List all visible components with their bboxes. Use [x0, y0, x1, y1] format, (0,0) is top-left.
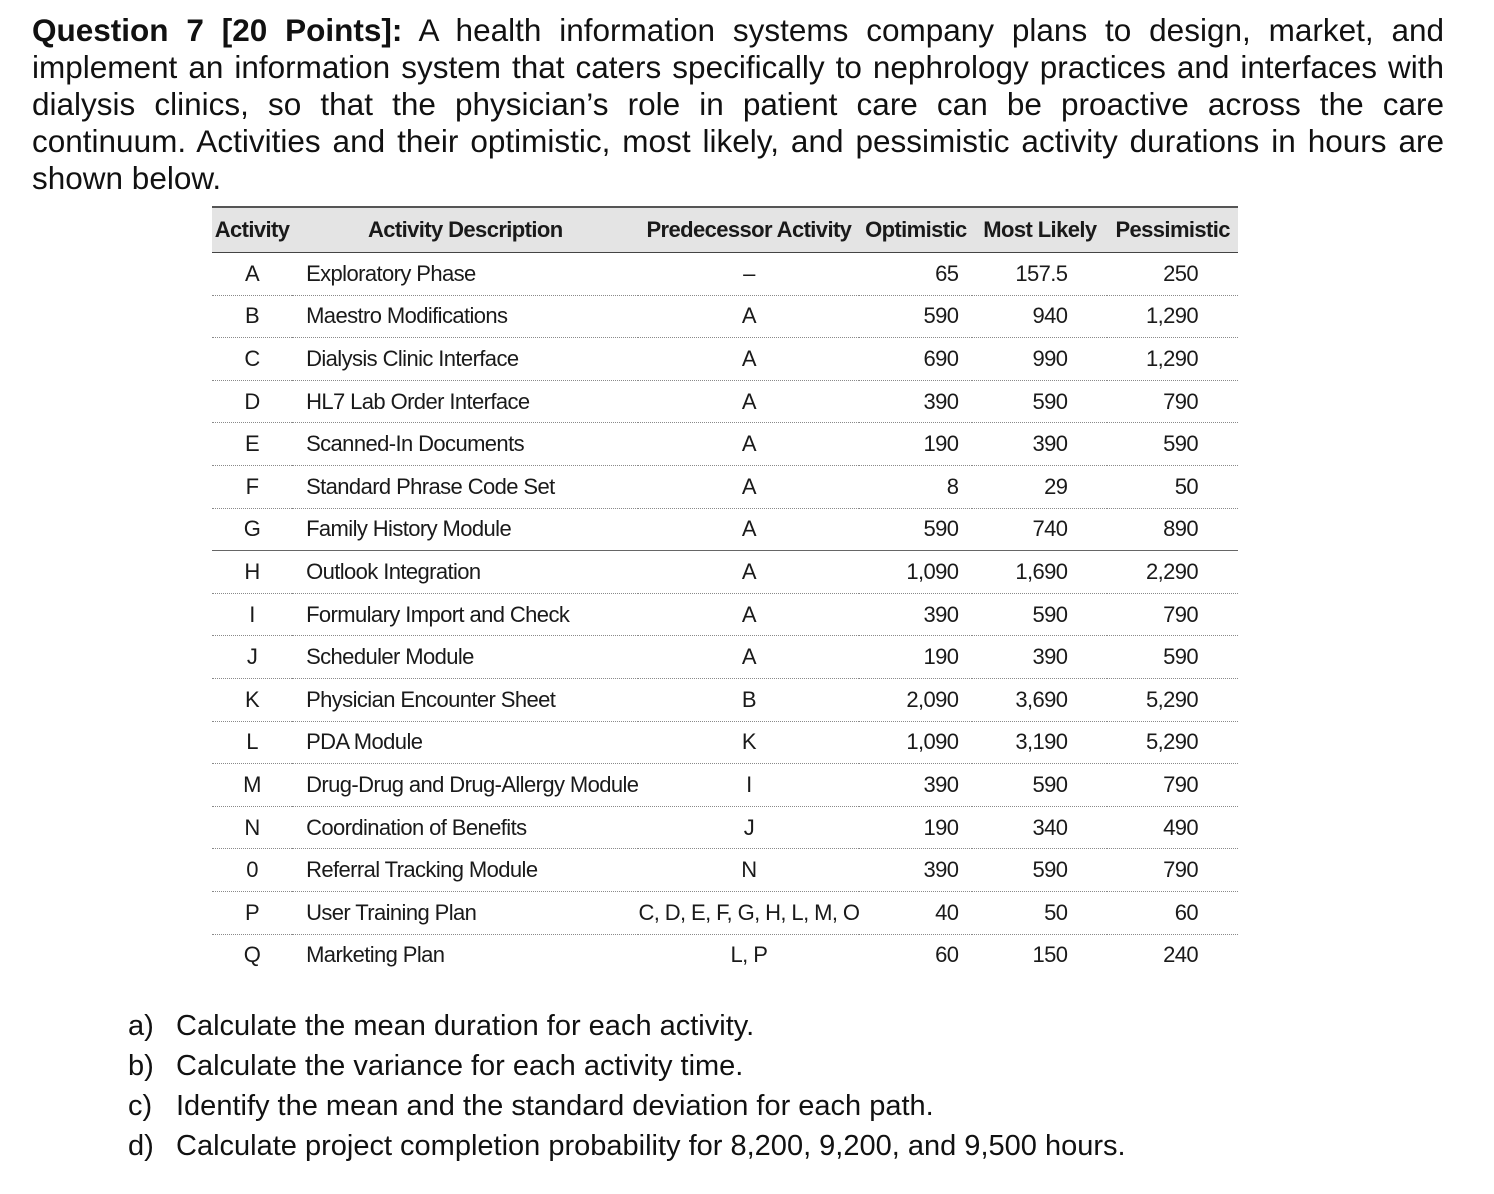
- header-most-likely: Most Likely: [983, 217, 1097, 242]
- cell-pessimistic: 5,290: [1145, 686, 1198, 712]
- cell-description: Drug-Drug and Drug-Allergy Module: [306, 771, 639, 797]
- cell-pessimistic: 790: [1163, 771, 1198, 797]
- task-item: [128, 1086, 1126, 1126]
- cell-optimistic: 65: [935, 260, 959, 286]
- cell-optimistic: 690: [923, 345, 959, 371]
- table-body: [212, 253, 1238, 977]
- table-row: [212, 338, 1238, 381]
- header-optimistic: Optimistic: [865, 217, 967, 242]
- cell-pessimistic: 2,290: [1145, 558, 1198, 584]
- cell-predecessor: A: [741, 516, 756, 542]
- cell-description: Physician Encounter Sheet: [306, 686, 556, 712]
- cell-pessimistic: 490: [1163, 814, 1198, 840]
- task-label: a): [128, 1010, 154, 1042]
- cell-optimistic: 40: [935, 899, 959, 925]
- cell-predecessor: A: [741, 558, 756, 584]
- cell-activity: J: [246, 644, 258, 670]
- question-text: [32, 12, 1444, 197]
- cell-activity: K: [245, 686, 260, 712]
- cell-activity: 0: [246, 857, 258, 883]
- table-row: [212, 253, 1238, 296]
- table-row: [212, 678, 1238, 721]
- cell-most-likely: 390: [1032, 644, 1068, 670]
- cell-description: Maestro Modifications: [306, 303, 508, 329]
- cell-description: Coordination of Benefits: [306, 814, 527, 840]
- task-label: d): [128, 1130, 154, 1162]
- task-label: b): [128, 1050, 154, 1082]
- header-pessimistic: Pessimistic: [1115, 217, 1230, 242]
- cell-predecessor: A: [741, 345, 756, 371]
- cell-most-likely: 590: [1032, 857, 1068, 883]
- task-text: Calculate project completion probability for 8,200, 9,200, and 9,500 hours.: [176, 1130, 1126, 1162]
- table-row: [212, 934, 1238, 976]
- cell-optimistic: 390: [923, 601, 959, 627]
- header-activity: Activity: [214, 217, 290, 242]
- cell-optimistic: 190: [923, 644, 959, 670]
- cell-most-likely: 150: [1032, 942, 1068, 968]
- cell-optimistic: 1,090: [906, 729, 959, 755]
- cell-most-likely: 50: [1044, 899, 1068, 925]
- cell-predecessor: A: [741, 388, 756, 414]
- question-body: A health information systems company plans to design, market, and implement an information system that caters specifically to nephrology practices and interfaces with dialysis clinics, so that the physician’s role in patient care can be proactive across the care continuum. Activities and their optimistic, most likely, and pessimistic activity durations in hours are shown below.: [32, 12, 1444, 196]
- cell-activity: M: [243, 771, 261, 797]
- cell-predecessor: A: [741, 431, 756, 457]
- table-row: [212, 380, 1238, 423]
- table-row: [212, 423, 1238, 466]
- cell-predecessor: A: [741, 601, 756, 627]
- cell-most-likely: 990: [1032, 345, 1068, 371]
- cell-pessimistic: 60: [1174, 899, 1198, 925]
- cell-description: Scanned-In Documents: [306, 431, 524, 457]
- cell-description: Formulary Import and Check: [306, 601, 570, 627]
- table-header-row: [212, 207, 1238, 253]
- table-row: [212, 593, 1238, 636]
- cell-pessimistic: 590: [1163, 431, 1198, 457]
- cell-pessimistic: 790: [1163, 857, 1198, 883]
- header-predecessor: Predecessor Activity: [646, 217, 852, 242]
- cell-most-likely: 940: [1032, 303, 1068, 329]
- cell-predecessor: A: [741, 644, 756, 670]
- task-item: [128, 1006, 1126, 1046]
- cell-predecessor: J: [743, 814, 755, 840]
- cell-optimistic: 390: [923, 771, 959, 797]
- cell-pessimistic: 50: [1174, 473, 1198, 499]
- table-row: [212, 806, 1238, 849]
- cell-description: Family History Module: [306, 516, 512, 542]
- cell-predecessor: A: [741, 473, 756, 499]
- cell-optimistic: 190: [923, 814, 959, 840]
- cell-most-likely: 1,690: [1015, 558, 1068, 584]
- cell-pessimistic: 790: [1163, 388, 1198, 414]
- cell-description: User Training Plan: [306, 899, 477, 925]
- cell-description: Dialysis Clinic Interface: [306, 345, 519, 371]
- cell-pessimistic: 5,290: [1145, 729, 1198, 755]
- cell-most-likely: 29: [1044, 473, 1068, 499]
- table-row: [212, 891, 1238, 934]
- cell-optimistic: 60: [935, 942, 959, 968]
- cell-activity: F: [245, 473, 259, 499]
- cell-description: HL7 Lab Order Interface: [306, 388, 530, 414]
- cell-predecessor: L, P: [730, 942, 768, 968]
- header-description: Activity Description: [367, 217, 563, 242]
- cell-most-likely: 590: [1032, 388, 1068, 414]
- cell-most-likely: 390: [1032, 431, 1068, 457]
- cell-optimistic: 590: [923, 303, 959, 329]
- table-row: [212, 551, 1238, 594]
- cell-activity: Q: [243, 942, 261, 968]
- cell-activity: C: [244, 345, 260, 371]
- cell-predecessor: I: [746, 771, 752, 797]
- task-list: [128, 1006, 1126, 1166]
- cell-predecessor: N: [741, 857, 757, 883]
- cell-description: Outlook Integration: [306, 558, 481, 584]
- cell-pessimistic: 790: [1163, 601, 1198, 627]
- table-row: [212, 721, 1238, 764]
- cell-optimistic: 2,090: [906, 686, 959, 712]
- cell-activity: B: [245, 303, 260, 329]
- activity-table-container: [212, 206, 1238, 976]
- task-text: Calculate the variance for each activity time.: [176, 1050, 744, 1082]
- activity-table: [212, 206, 1238, 976]
- cell-description: Standard Phrase Code Set: [306, 473, 555, 499]
- cell-activity: P: [245, 899, 260, 925]
- cell-description: Scheduler Module: [306, 644, 474, 670]
- table-row: [212, 465, 1238, 508]
- cell-activity: A: [245, 260, 260, 286]
- question-heading: Question 7 [20 Points]:: [32, 12, 403, 48]
- cell-pessimistic: 1,290: [1145, 303, 1198, 329]
- cell-optimistic: 8: [946, 473, 959, 499]
- cell-predecessor: K: [741, 729, 756, 755]
- cell-activity: L: [246, 729, 258, 755]
- task-text: Identify the mean and the standard deviation for each path.: [176, 1090, 934, 1122]
- cell-optimistic: 390: [923, 388, 959, 414]
- cell-activity: I: [249, 601, 255, 627]
- cell-description: PDA Module: [306, 729, 423, 755]
- cell-most-likely: 3,690: [1015, 686, 1068, 712]
- cell-most-likely: 590: [1032, 771, 1068, 797]
- table-row: [212, 636, 1238, 679]
- task-text: Calculate the mean duration for each activity.: [176, 1010, 755, 1042]
- cell-pessimistic: 590: [1163, 644, 1198, 670]
- cell-activity: D: [244, 388, 260, 414]
- cell-most-likely: 3,190: [1015, 729, 1068, 755]
- table-row: [212, 508, 1238, 551]
- cell-description: Marketing Plan: [306, 942, 445, 968]
- cell-predecessor: A: [741, 303, 756, 329]
- task-item: [128, 1046, 1126, 1086]
- cell-predecessor: B: [741, 686, 756, 712]
- cell-optimistic: 1,090: [906, 558, 959, 584]
- cell-optimistic: 390: [923, 857, 959, 883]
- cell-most-likely: 590: [1032, 601, 1068, 627]
- cell-activity: E: [245, 431, 260, 457]
- cell-predecessor: –: [743, 260, 755, 286]
- cell-activity: N: [244, 814, 260, 840]
- cell-pessimistic: 250: [1163, 260, 1198, 286]
- table-row: [212, 764, 1238, 807]
- cell-pessimistic: 1,290: [1145, 345, 1198, 371]
- cell-optimistic: 590: [923, 516, 959, 542]
- cell-most-likely: 340: [1032, 814, 1068, 840]
- cell-most-likely: 157.5: [1015, 260, 1068, 286]
- cell-description: Exploratory Phase: [306, 260, 476, 286]
- task-item: [128, 1126, 1126, 1166]
- cell-description: Referral Tracking Module: [306, 857, 538, 883]
- table-row: [212, 295, 1238, 338]
- table-row: [212, 849, 1238, 892]
- cell-pessimistic: 240: [1163, 942, 1198, 968]
- cell-activity: H: [244, 558, 260, 584]
- task-label: c): [128, 1090, 153, 1122]
- cell-pessimistic: 890: [1163, 516, 1198, 542]
- cell-activity: G: [243, 516, 261, 542]
- cell-optimistic: 190: [923, 431, 959, 457]
- cell-predecessor: C, D, E, F, G, H, L, M, O: [638, 899, 860, 925]
- cell-most-likely: 740: [1032, 516, 1068, 542]
